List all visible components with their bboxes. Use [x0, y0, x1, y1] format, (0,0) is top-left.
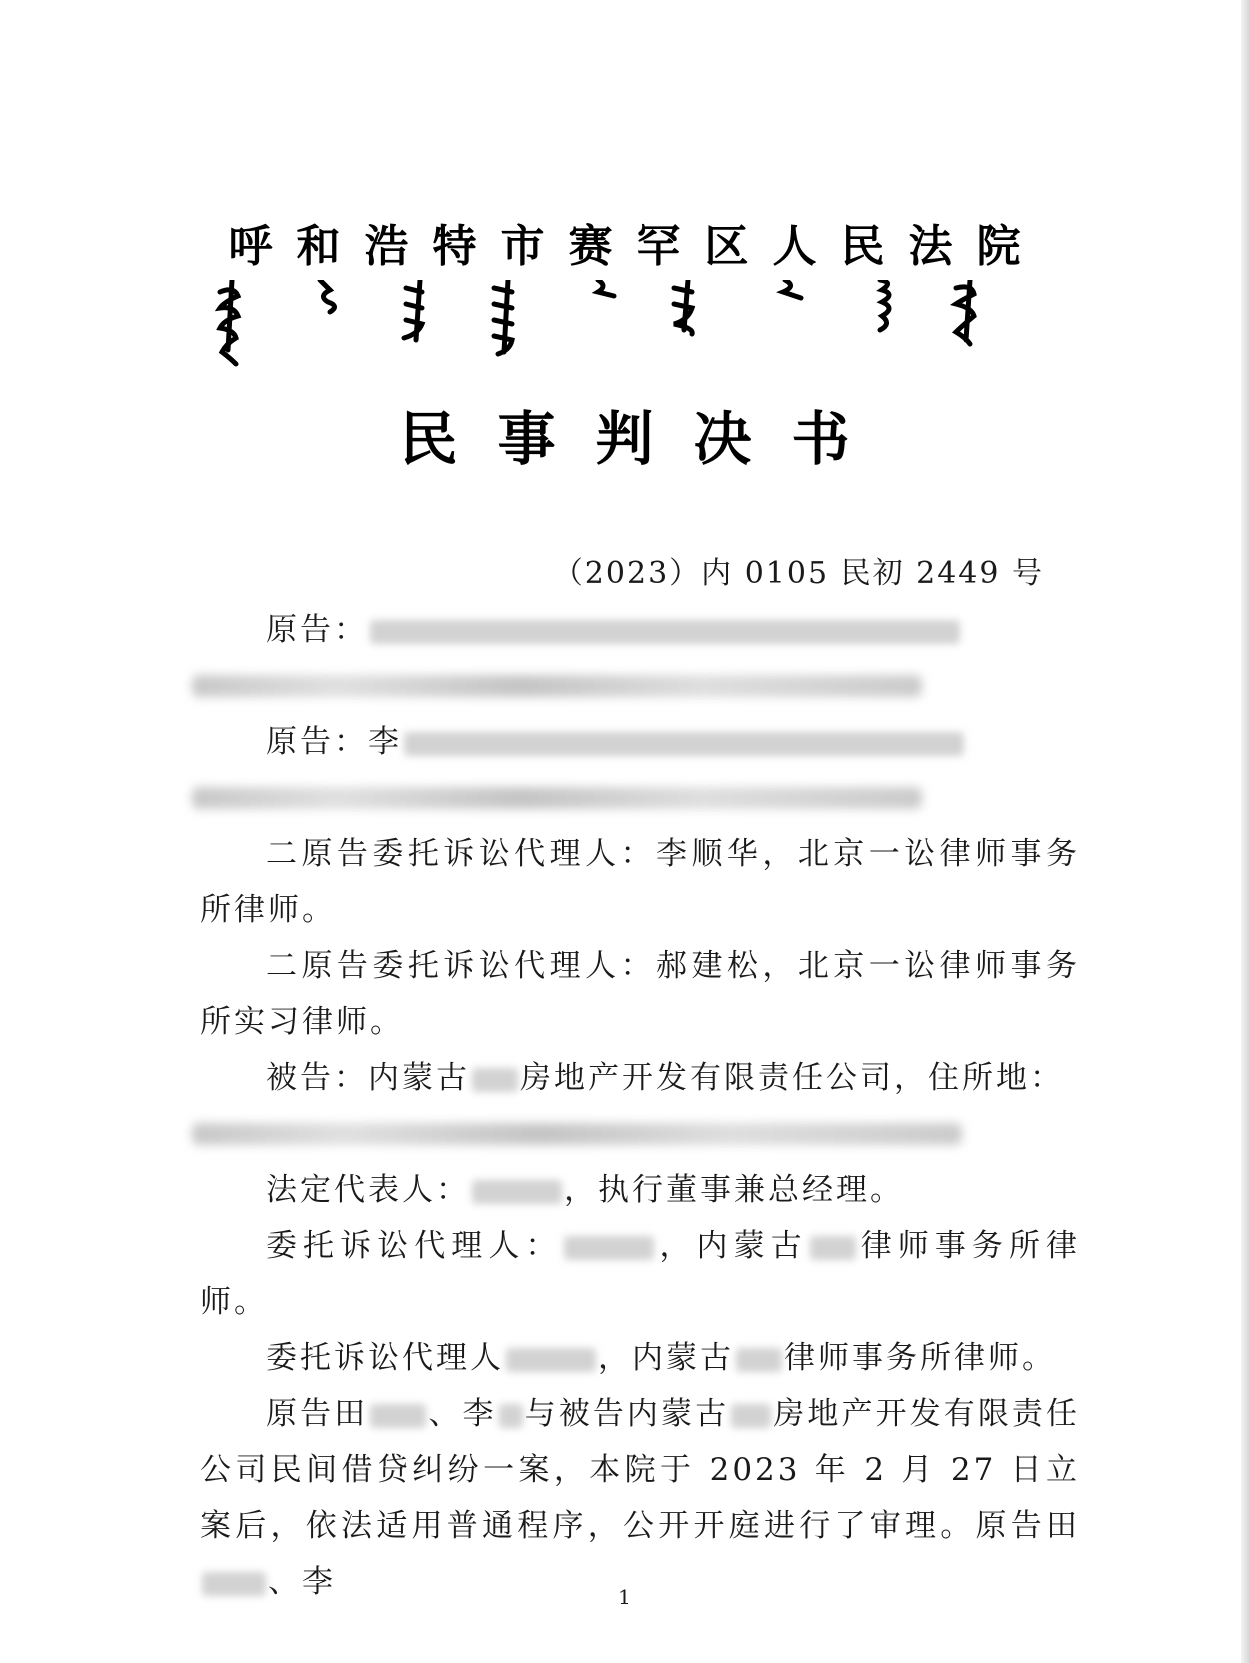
- case-intro-part-2: 、李: [428, 1396, 497, 1432]
- redacted-text: [506, 1348, 596, 1372]
- redacted-line: [192, 675, 922, 697]
- defendant-suffix: 房地产开发有限责任公司，住所地：: [520, 1060, 1064, 1096]
- defendant-agent-1: [200, 1218, 1080, 1330]
- def-agent-1-prefix: 委托诉讼代理人：: [266, 1228, 563, 1264]
- redacted-line: [192, 787, 922, 809]
- case-intro-part-5: 、李: [268, 1564, 336, 1600]
- legal-rep-prefix: 法定代表人：: [266, 1172, 470, 1208]
- case-intro-part-3: 与被告内蒙古: [524, 1396, 730, 1432]
- page-number: 1: [618, 1585, 631, 1609]
- plaintiff-1-paragraph: [200, 602, 1080, 658]
- case-intro-part-1: 原告田: [266, 1396, 369, 1432]
- redacted-text: [499, 1404, 523, 1428]
- defendant-prefix: 被告：内蒙古: [266, 1060, 470, 1096]
- plaintiff-2-paragraph: [200, 714, 1080, 770]
- redacted-text: [370, 1404, 426, 1428]
- plaintiff-agent-1: 二原告委托诉讼代理人：李顺华，北京一讼律师事务所律师。: [200, 836, 1080, 928]
- plaintiff-agent-2: 二原告委托诉讼代理人：郝建松，北京一讼律师事务所实习律师。: [200, 948, 1080, 1040]
- legal-rep-suffix: ，执行董事兼总经理。: [564, 1172, 904, 1208]
- mongolian-script-title: [210, 280, 1050, 390]
- redacted-text: [731, 1404, 771, 1428]
- legal-representative: [200, 1162, 1080, 1218]
- document-body: [200, 602, 1080, 1610]
- plaintiff-1-label: 原告：: [266, 612, 368, 648]
- document-title: 民事判决书: [399, 405, 890, 473]
- def-agent-2-mid: ，内蒙古: [598, 1340, 734, 1376]
- case-intro-part-4: 房地产开发有限责任公司民间借贷纠纷一案，本院于 2023 年 2 月 27 日立案后，依法适用普通程序，公开开庭进行了审理。原告田: [200, 1396, 1081, 1544]
- defendant-paragraph: [200, 1050, 1080, 1106]
- redacted-text: [404, 732, 964, 756]
- plaintiff-2-label: 原告：李: [266, 724, 402, 760]
- case-number: （2023）内 0105 民初 2449 号: [552, 556, 1044, 591]
- court-name: 呼和浩特市赛罕区人民法院: [228, 221, 1045, 272]
- def-agent-1-suffix: 律师事务所律师。: [200, 1228, 1081, 1320]
- redacted-text: [810, 1236, 856, 1260]
- def-agent-2-prefix: 委托诉讼代理人: [266, 1340, 504, 1376]
- def-agent-2-suffix: 律师事务所律师。: [784, 1340, 1056, 1376]
- defendant-agent-2: [200, 1330, 1080, 1386]
- case-introduction: [200, 1386, 1080, 1610]
- redacted-line: [192, 1123, 962, 1145]
- redacted-text: [472, 1180, 562, 1204]
- redacted-text: [370, 620, 960, 644]
- redacted-text: [736, 1348, 782, 1372]
- redacted-text: [472, 1068, 518, 1092]
- def-agent-1-mid: ，内蒙古: [656, 1228, 808, 1264]
- redacted-text: [564, 1236, 654, 1260]
